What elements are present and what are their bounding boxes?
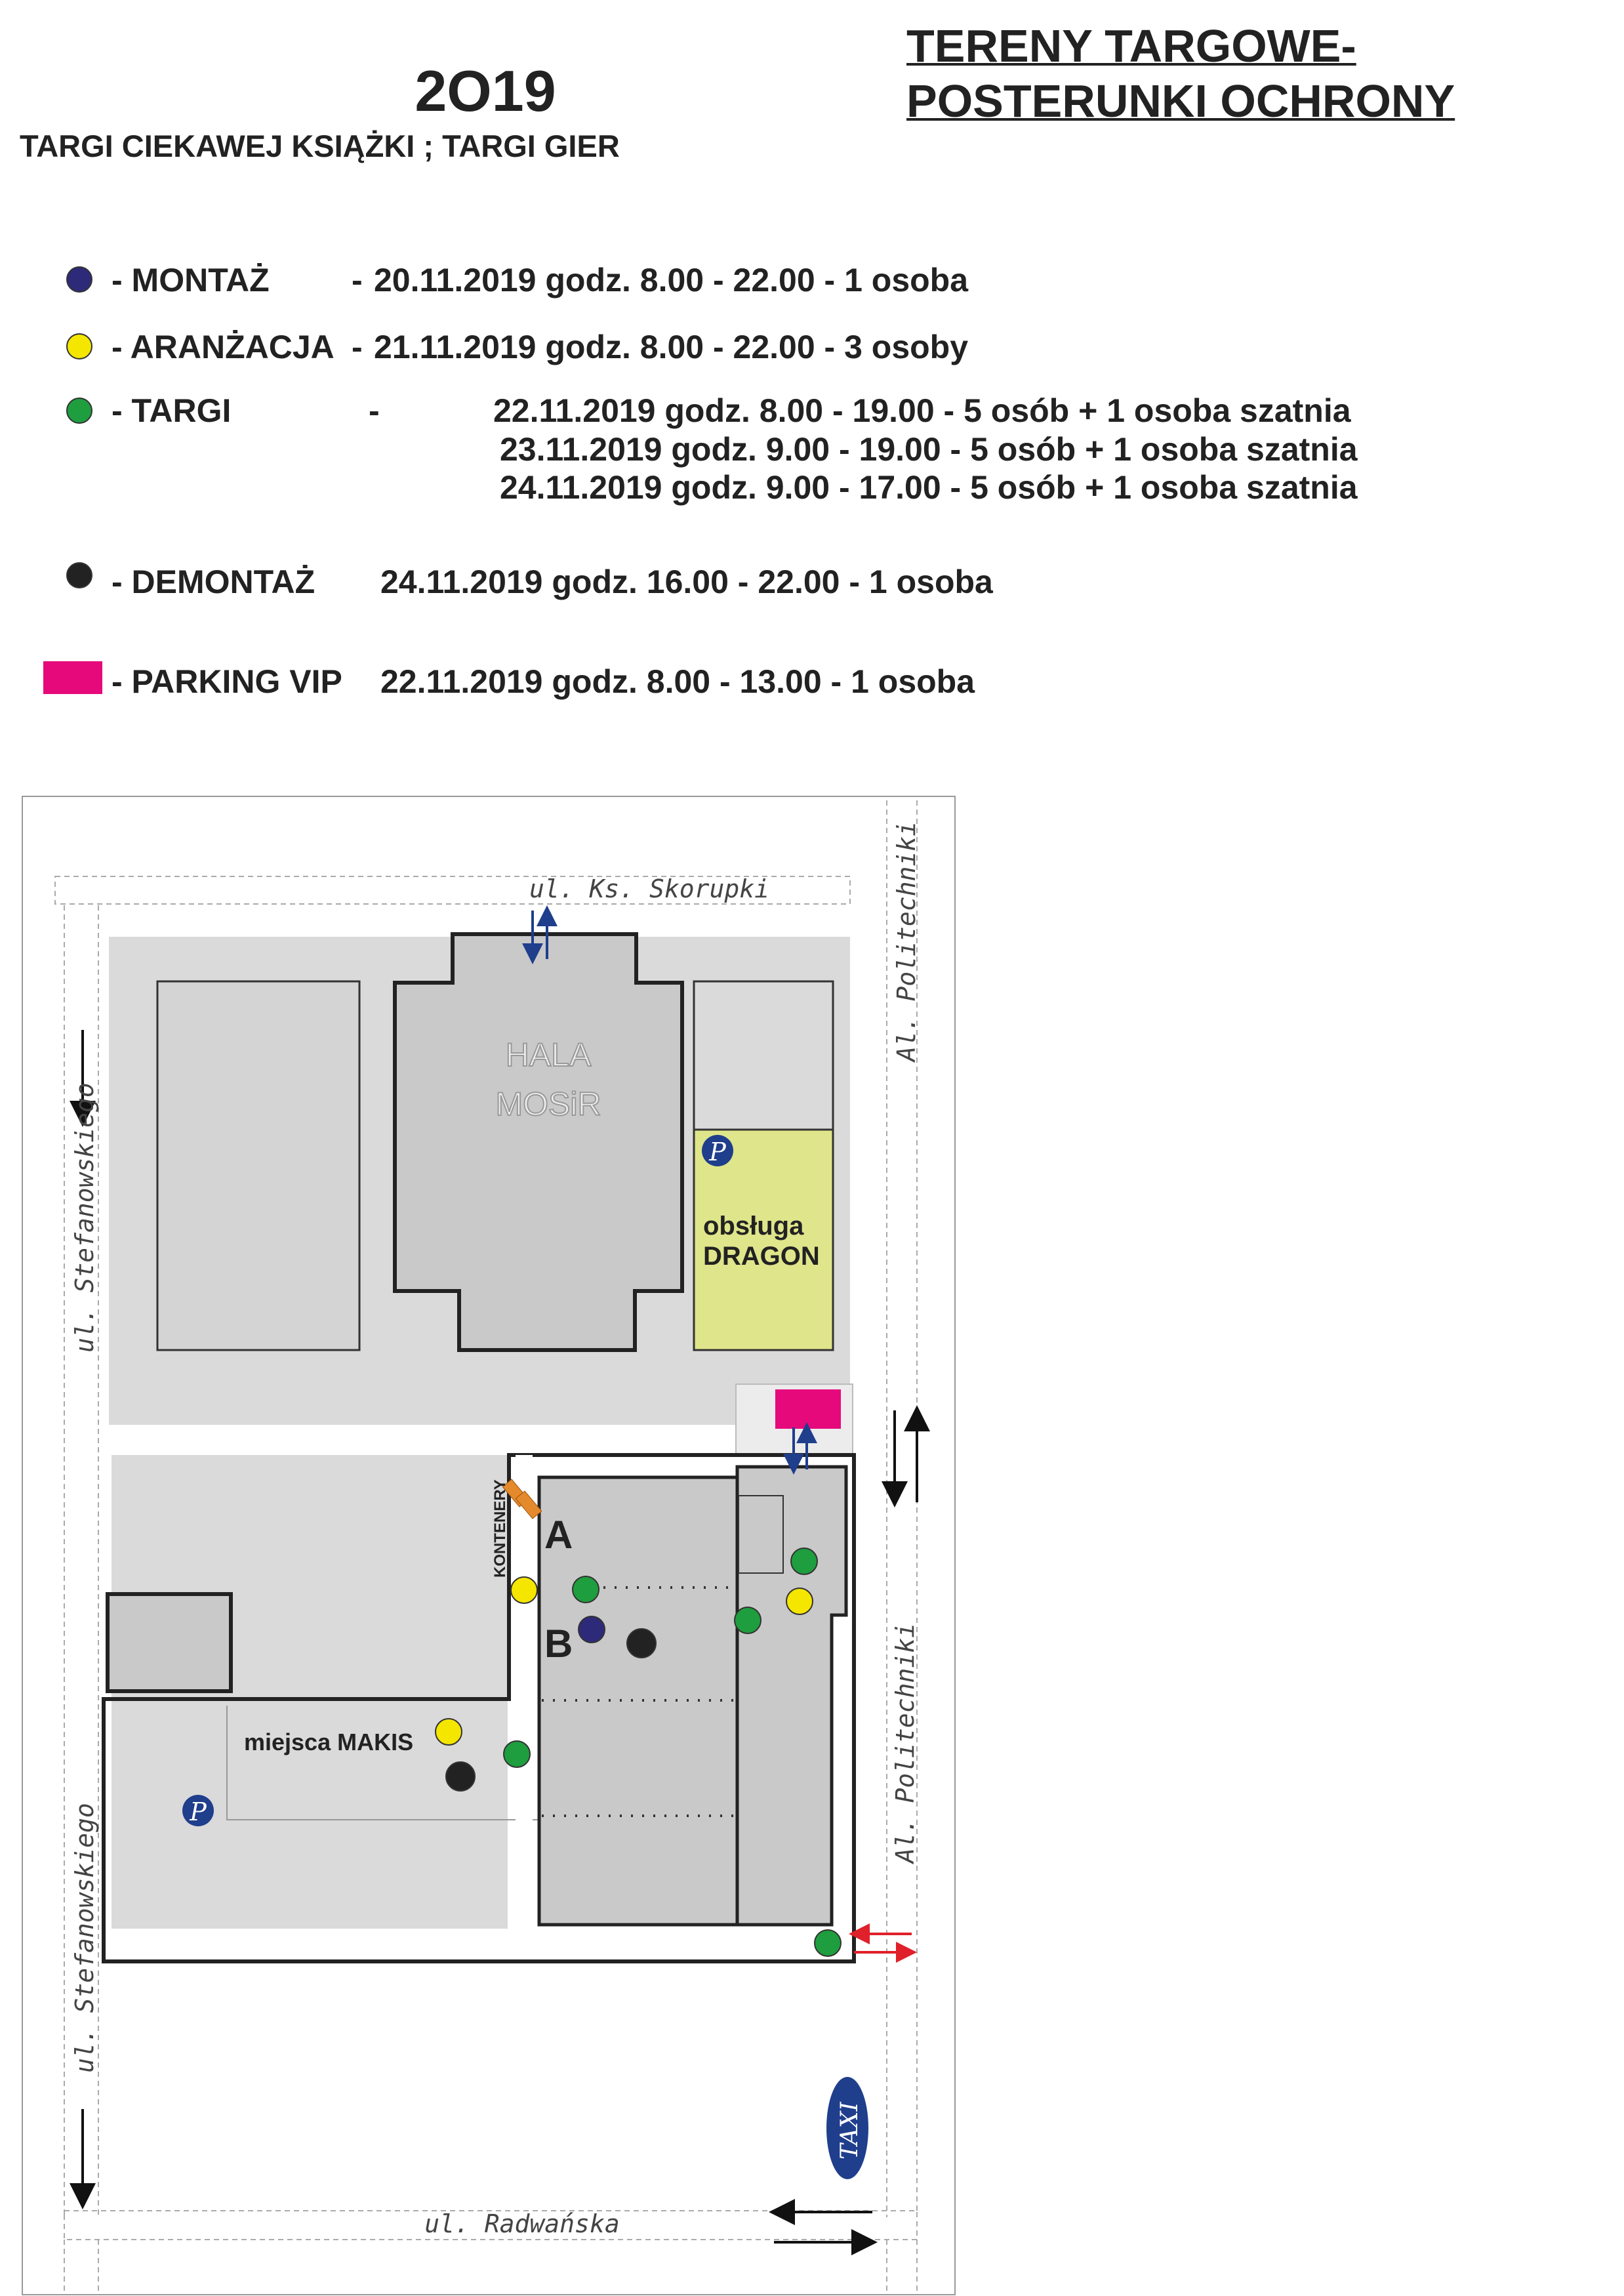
vip-parking-post <box>775 1389 841 1429</box>
expo-hall-annex <box>737 1467 846 1925</box>
legend-aranzacja-sep: - <box>352 329 363 365</box>
street-left-lower-label: ul. Stefanowskiego <box>70 1803 99 2073</box>
makis-label: miejsca MAKIS <box>244 1729 414 1755</box>
legend-aranzacja-label: - ARANŻACJA <box>112 329 335 365</box>
legend-parking-vip-detail: 22.11.2019 godz. 8.00 - 13.00 - 1 osoba <box>380 663 975 700</box>
legend-montaz-sep: - <box>352 262 363 298</box>
dragon-label-line2: DRAGON <box>703 1242 820 1271</box>
right-building <box>694 981 833 1130</box>
post-aranzacja-3 <box>436 1719 462 1745</box>
legend-targi-sep: - <box>369 392 380 429</box>
south-road <box>112 1929 850 1955</box>
street-top-label: ul. Ks. Skorupki <box>529 874 770 903</box>
map-heading-line2: POSTERUNKI OCHRONY <box>906 75 1455 127</box>
legend-aranzacja-detail: 21.11.2019 godz. 8.00 - 22.00 - 3 osoby <box>374 329 969 365</box>
legend-demontaz-label: - DEMONTAŻ <box>112 564 315 600</box>
street-bottom-label: ul. Radwańska <box>424 2209 620 2238</box>
post-montaz <box>579 1616 605 1643</box>
legend-targi-line1: 22.11.2019 godz. 8.00 - 19.00 - 5 osób + 1 osoba szatnia <box>493 392 1351 429</box>
street-left-upper-label: ul. Stefanowskiego <box>70 1082 99 1353</box>
hall-name-line1: HALA <box>505 1036 592 1073</box>
event-subtitle: TARGI CIEKAWEJ KSIĄŻKI ; TARGI GIER <box>20 129 620 163</box>
post-targi-1 <box>573 1576 599 1603</box>
post-targi-2 <box>791 1548 817 1574</box>
small-building <box>108 1594 231 1691</box>
street-right-lower-label: Al. Politechniki <box>891 1622 920 1863</box>
hall-mosir <box>395 934 682 1350</box>
post-demontaz-2 <box>446 1762 475 1791</box>
post-targi-3 <box>735 1607 761 1633</box>
legend-montaz-detail: 20.11.2019 godz. 8.00 - 22.00 - 1 osoba <box>374 262 969 298</box>
legend-parking-vip-label: - PARKING VIP <box>112 663 342 700</box>
post-demontaz-1 <box>627 1629 656 1658</box>
hall-name-line2: MOSiR <box>495 1086 601 1122</box>
left-building <box>157 981 359 1350</box>
lower-parking-icon-label: P <box>190 1797 207 1826</box>
year-title: 2O19 <box>415 58 556 123</box>
legend-demontaz-detail: 24.11.2019 godz. 16.00 - 22.00 - 1 osoba <box>380 564 993 600</box>
post-targi-4 <box>504 1741 530 1767</box>
map-heading-line1: TERENY TARGOWE- <box>906 20 1356 72</box>
dragon-parking-icon-label: P <box>709 1138 726 1166</box>
zone-a-label: A <box>544 1513 573 1557</box>
taxi-stand-label: TAXI <box>836 2102 863 2160</box>
service-road <box>516 1455 533 1927</box>
post-aranzacja-2 <box>786 1588 813 1614</box>
post-targi-5 <box>815 1930 841 1956</box>
legend-montaz-label: - MONTAŻ <box>112 262 270 298</box>
post-aranzacja-1 <box>511 1577 537 1603</box>
legend-targi-line2: 23.11.2019 godz. 9.00 - 19.00 - 5 osób + 1 osoba szatnia <box>500 431 1358 468</box>
dragon-label-line1: obsługa <box>703 1212 804 1240</box>
zone-b-label: B <box>544 1622 573 1666</box>
legend-targi-label: - TARGI <box>112 392 232 429</box>
legend-targi-line3: 24.11.2019 godz. 9.00 - 17.00 - 5 osób + 1 osoba szatnia <box>500 469 1358 506</box>
street-right-upper-label: Al. Politechniki <box>892 821 921 1061</box>
containers-label: KONTENERY <box>491 1479 509 1578</box>
